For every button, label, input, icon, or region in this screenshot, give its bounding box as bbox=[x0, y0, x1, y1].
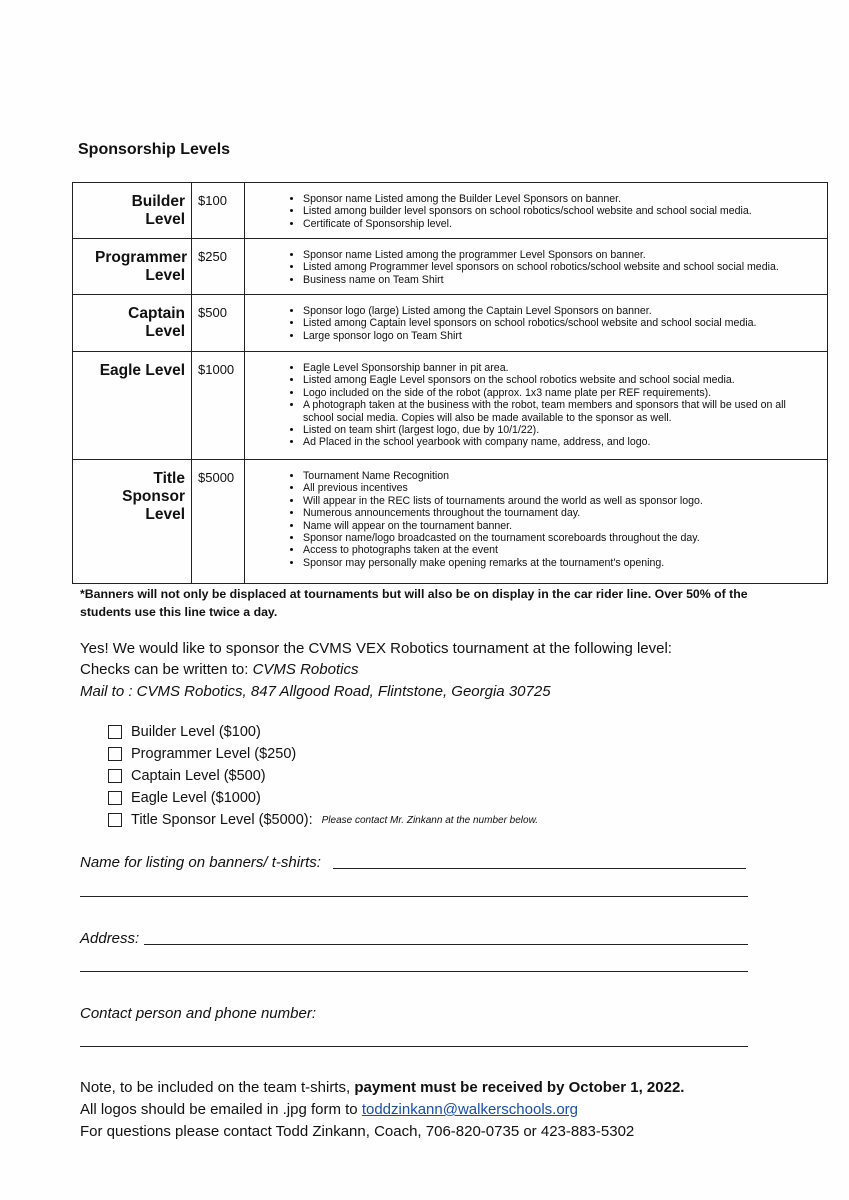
benefit-item: • Ad Placed in the school yearbook with company name, address, and logo. bbox=[303, 436, 819, 448]
benefit-item: • Listed among Programmer level sponsors on school robotics/school website and school social media. bbox=[303, 261, 819, 273]
level-checkbox-option[interactable] bbox=[108, 790, 261, 806]
level-name: Eagle Level bbox=[99, 362, 185, 379]
checks-payee: CVMS Robotics bbox=[252, 661, 359, 678]
address-field-label: Address: bbox=[80, 930, 140, 947]
level-price: $250 bbox=[192, 239, 245, 295]
benefit-item: • Eagle Level Sponsorship banner in pit area. bbox=[303, 362, 819, 374]
footnote: *Banners will not only be displaced at tournaments but will also be on display in the car rider line. Over 50% of the students use this line twice a day. bbox=[80, 587, 748, 619]
benefit-item: • Sponsor name Listed among the programmer Level Sponsors on banner. bbox=[303, 249, 819, 261]
benefits-list bbox=[273, 193, 819, 230]
checkbox[interactable] bbox=[108, 813, 122, 827]
name-field-line-2[interactable] bbox=[80, 896, 748, 897]
benefits-list bbox=[273, 362, 819, 449]
table-row bbox=[73, 352, 828, 460]
checkbox[interactable] bbox=[108, 747, 122, 761]
benefit-item: • Listed among builder level sponsors on school robotics/school website and school social media. bbox=[303, 205, 819, 217]
address-field-line-2[interactable] bbox=[80, 971, 748, 972]
level-name: Title Sponsor Level bbox=[122, 470, 185, 523]
option-label: Captain Level ($500) bbox=[131, 768, 266, 784]
level-cell bbox=[73, 460, 192, 584]
note-text: Note, to be included on the team t-shirts, bbox=[80, 1079, 355, 1096]
level-name: Captain Level bbox=[128, 305, 185, 340]
checks-line bbox=[80, 659, 358, 681]
level-price: $5000 bbox=[192, 460, 245, 584]
benefit-item: • Sponsor name/logo broadcasted on the tournament scoreboards throughout the day. bbox=[303, 532, 819, 544]
payment-note bbox=[80, 1077, 684, 1099]
benefit-item: • Listed on team shirt (largest logo, due by 10/1/22). bbox=[303, 424, 819, 436]
benefits-cell bbox=[245, 460, 828, 584]
benefits-list bbox=[273, 470, 819, 569]
table-row bbox=[73, 295, 828, 352]
benefit-item: • Numerous announcements throughout the tournament day. bbox=[303, 507, 819, 519]
logo-note bbox=[80, 1099, 578, 1121]
level-price: $100 bbox=[192, 183, 245, 239]
address-field-line[interactable] bbox=[144, 944, 748, 945]
contact-field-label: Contact person and phone number: bbox=[80, 1005, 316, 1022]
benefit-item: • All previous incentives bbox=[303, 482, 819, 494]
intro-text: Yes! We would like to sponsor the CVMS VEX Robotics tournament at the following level: bbox=[80, 640, 672, 657]
benefit-item: • Sponsor logo (large) Listed among the Captain Level Sponsors on banner. bbox=[303, 305, 819, 317]
questions-contact: For questions please contact Todd Zinkann, Coach, 706-820-0735 or 423-883-5302 bbox=[80, 1123, 635, 1140]
benefits-list bbox=[273, 305, 819, 342]
logo-note-text: All logos should be emailed in .jpg form to bbox=[80, 1101, 362, 1118]
benefit-item: • Business name on Team Shirt bbox=[303, 274, 819, 286]
benefit-item: • Large sponsor logo on Team Shirt bbox=[303, 330, 819, 342]
payment-deadline: payment must be received by October 1, 2022. bbox=[354, 1079, 685, 1096]
level-price: $1000 bbox=[192, 352, 245, 460]
level-cell bbox=[73, 352, 192, 460]
level-name: Builder Level bbox=[131, 193, 185, 228]
benefits-cell bbox=[245, 239, 828, 295]
benefit-item: • Certificate of Sponsorship level. bbox=[303, 218, 819, 230]
level-cell bbox=[73, 239, 192, 295]
benefit-item: • Tournament Name Recognition bbox=[303, 470, 819, 482]
checks-label: Checks can be written to: bbox=[80, 661, 253, 678]
benefit-item: • Logo included on the side of the robot (approx. 1x3 name plate per REF requirements). bbox=[303, 387, 819, 399]
option-label: Eagle Level ($1000) bbox=[131, 790, 261, 806]
benefit-item: • Listed among Eagle Level sponsors on the school robotics website and school social media. bbox=[303, 374, 819, 386]
level-cell bbox=[73, 295, 192, 352]
level-price: $500 bbox=[192, 295, 245, 352]
title-sponsor-note: Please contact Mr. Zinkann at the number below. bbox=[321, 814, 539, 826]
benefit-item: • A photograph taken at the business with the robot, team members and sponsors that will be used on all school social media. Copies will also be made available to the sponsor as well. bbox=[303, 399, 819, 424]
benefits-cell bbox=[245, 352, 828, 460]
benefit-item: • Access to photographs taken at the event bbox=[303, 544, 819, 556]
benefit-item: • Sponsor name Listed among the Builder Level Sponsors on banner. bbox=[303, 193, 819, 205]
benefit-item: • Sponsor may personally make opening remarks at the tournament's opening. bbox=[303, 557, 819, 569]
contact-field-line[interactable] bbox=[80, 1046, 748, 1047]
checkbox[interactable] bbox=[108, 791, 122, 805]
level-cell bbox=[73, 183, 192, 239]
level-checkbox-option[interactable] bbox=[108, 746, 296, 762]
level-checkbox-option[interactable] bbox=[108, 768, 266, 784]
benefit-item: • Will appear in the REC lists of tournaments around the world as well as sponsor logo. bbox=[303, 495, 819, 507]
table-row bbox=[73, 183, 828, 239]
page-title: Sponsorship Levels bbox=[78, 141, 231, 158]
level-checkbox-option[interactable] bbox=[108, 812, 538, 828]
benefits-list bbox=[273, 249, 819, 286]
benefit-item: • Listed among Captain level sponsors on school robotics/school website and school social media. bbox=[303, 317, 819, 329]
name-field-label: Name for listing on banners/ t-shirts: bbox=[80, 854, 321, 871]
option-label: Programmer Level ($250) bbox=[131, 746, 297, 762]
table-row bbox=[73, 239, 828, 295]
table-row bbox=[73, 460, 828, 584]
checkbox[interactable] bbox=[108, 769, 122, 783]
name-field-line[interactable] bbox=[333, 868, 746, 869]
level-checkbox-option[interactable] bbox=[108, 724, 261, 740]
sponsorship-table bbox=[72, 182, 828, 584]
option-label: Title Sponsor Level ($5000): bbox=[131, 812, 313, 828]
benefit-item: • Name will appear on the tournament banner. bbox=[303, 520, 819, 532]
benefits-cell bbox=[245, 183, 828, 239]
checkbox[interactable] bbox=[108, 725, 122, 739]
option-label: Builder Level ($100) bbox=[131, 724, 261, 740]
level-name: Programmer Level bbox=[95, 249, 188, 284]
benefits-cell bbox=[245, 295, 828, 352]
mail-address: Mail to : CVMS Robotics, 847 Allgood Road, Flintstone, Georgia 30725 bbox=[80, 683, 551, 700]
email-link[interactable]: toddzinkann@walkerschools.org bbox=[361, 1101, 579, 1118]
